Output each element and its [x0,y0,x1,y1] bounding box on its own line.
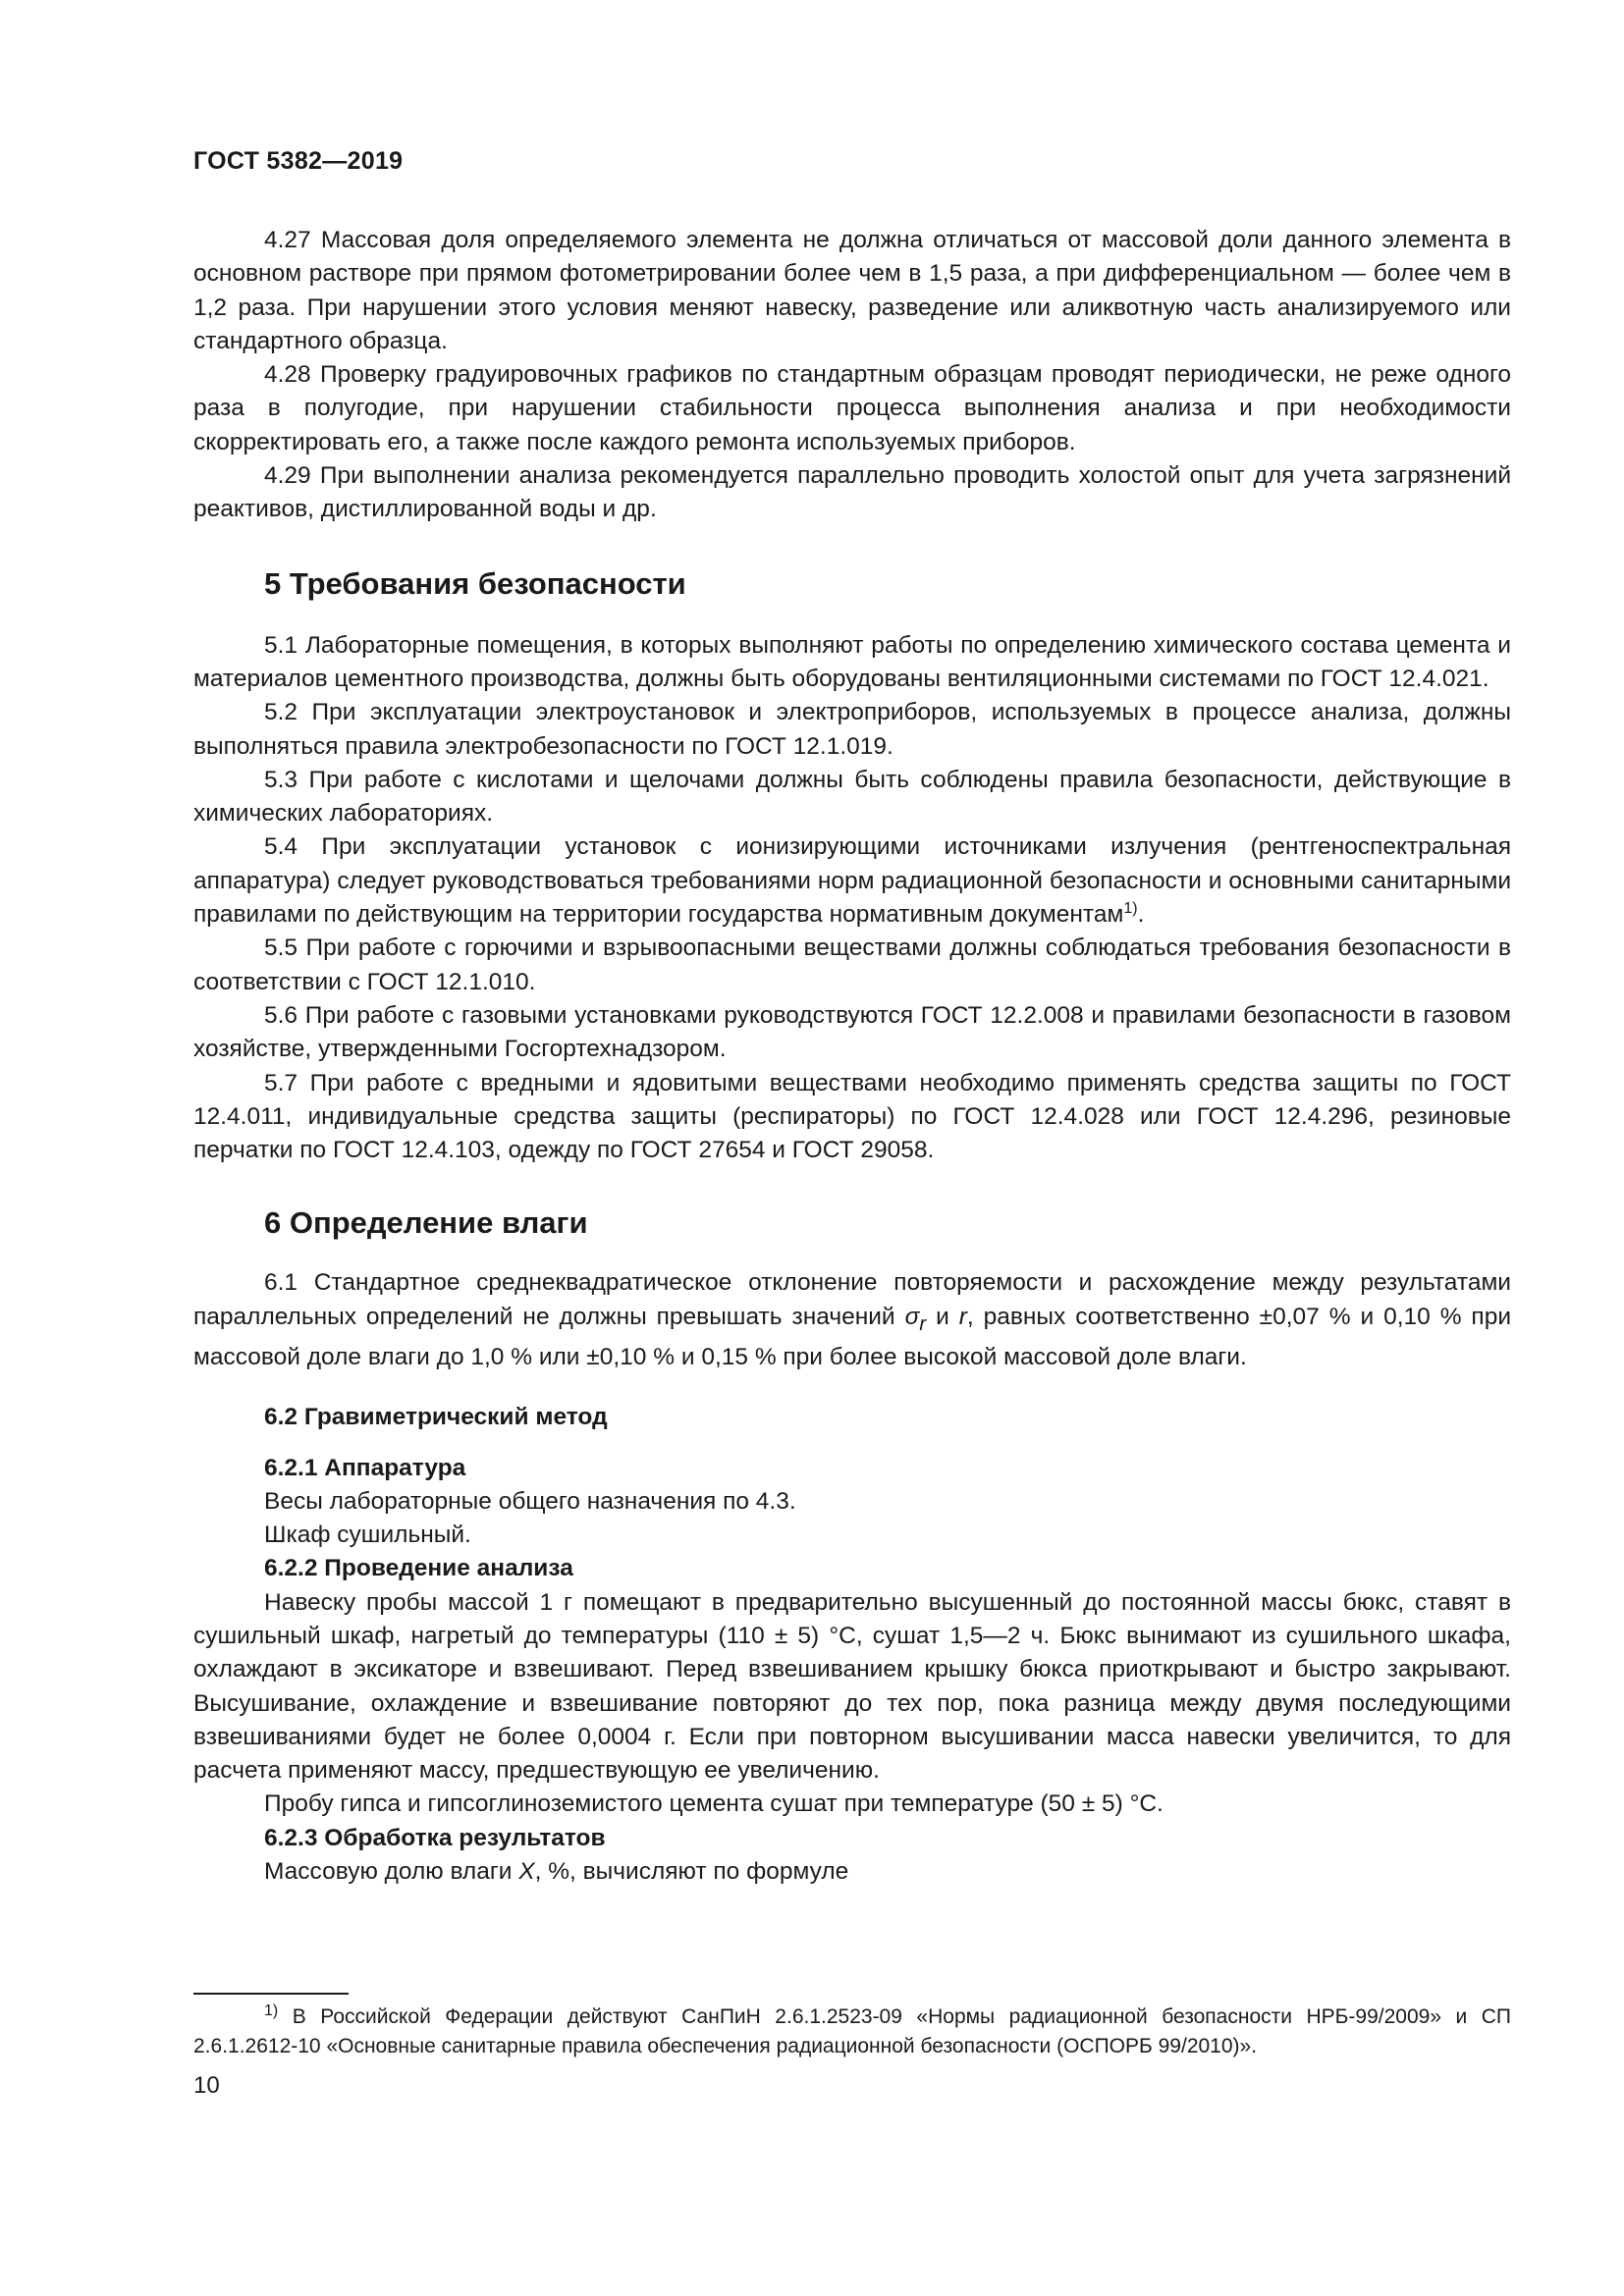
paragraph-5-4 [193,830,1511,932]
paragraph-5-4-end: . [1137,901,1145,929]
paragraph-6-2-3-text-b: , %, вычисляют по формуле [534,1858,849,1886]
paragraph-5-5: 5.5 При работе с горючими и взрывоопасными веществами должны соблюдаться требования безопасности в соответствии с ГОСТ 12.1.010. [193,934,1511,995]
paragraph-6-1-text-c: , равных соответственно ±0,07 % и 0,10 % при массовой доле влаги до 1,0 % или ±0,10 % и 0,15 % при более высокой массовой доле влаги. [193,1303,1511,1370]
apparatus-oven: Шкаф сушильный. [264,1522,471,1549]
r-symbol: r [958,1303,967,1330]
paragraph-5-6: 5.6 При работе с газовыми установками руководствуются ГОСТ 12.2.008 и правилами безопасности в газовом хозяйстве, утвержденными Госгортехнадзором. [193,1001,1511,1063]
document-body [193,224,1511,1889]
subsection-6-2-2-heading: 6.2.2 Проведение анализа [264,1555,573,1582]
footnote-text: В Российской Федерации действуют СанПиН 2.6.1.2523-09 «Нормы радиационной безопасности НРБ-99/2009» и СП 2.6.1.2612-10 «Основные санитарные правила обеспечения радиационной безопасности (ОСПОРБ 99/2010)». [193,2005,1511,2057]
document-code-header: ГОСТ 5382—2019 [193,147,404,175]
paragraph-5-4-text: 5.4 При эксплуатации установок с ионизирующими источниками излучения (рентгеноспектральная аппаратура) следует руководствоваться требованиями норм радиационной безопасности и основными санитарными правилами по действующим на территории государства нормативным документам [193,833,1511,929]
apparatus-scales: Весы лабораторные общего назначения по 4.3. [264,1487,796,1515]
paragraph-6-1-text-b: и [926,1303,959,1330]
section-6-heading: 6 Определение влаги [264,1205,588,1241]
paragraph-5-7: 5.7 При работе с вредными и ядовитыми веществами необходимо применять средства защиты по ГОСТ 12.4.011, индивидуальные средства защиты (респираторы) по ГОСТ 12.4.028 или ГОСТ 12.4.296, резиновые перчатки по ГОСТ 12.4.103, одежду по ГОСТ 27654 и ГОСТ 29058. [193,1069,1511,1164]
paragraph-6-2-3-text-a: Массовую долю влаги [264,1858,519,1886]
paragraph-4-29: 4.29 При выполнении анализа рекомендуется параллельно проводить холостой опыт для учета загрязнений реактивов, дистиллированной воды и др. [193,462,1511,523]
paragraph-6-1-text-a: 6.1 Стандартное среднеквадратическое отклонение повторяемости и расхождение между результатами параллельных определений не должны превышать значений [193,1269,1511,1330]
subsection-6-2-1-heading: 6.2.1 Аппаратура [264,1454,466,1481]
paragraph-5-1: 5.1 Лабораторные помещения, в которых выполняют работы по определению химического состава цемента и материалов цементного производства, должны быть оборудованы вентиляционными системами по ГОСТ 12.4.021. [193,631,1511,692]
section-5-heading: 5 Требования безопасности [264,565,686,601]
subsection-6-2-heading: 6.2 Гравиметрический метод [264,1404,608,1431]
paragraph-5-3: 5.3 При работе с кислотами и щелочами должны быть соблюдены правила безопасности, действующие в химических лабораториях. [193,766,1511,828]
subsection-6-2-3-heading: 6.2.3 Обработка результатов [264,1824,606,1851]
page-number: 10 [193,2072,220,2099]
paragraph-4-28: 4.28 Проверку градуировочных графиков по стандартным образцам проводят периодически, не реже одного раза в полугодие, при нарушении стабильности процесса выполнения анализа и при необходимости скорректировать его, а также после каждого ремонта используемых приборов. [193,361,1511,455]
footnote [193,2002,1511,2061]
paragraph-6-2-3 [193,1855,1511,1889]
paragraph-4-27: 4.27 Массовая доля определяемого элемента не должна отличаться от массовой доли данного элемента в основном растворе при прямом фотометрировании более чем в 1,5 раза, а при дифференциальном — более чем в 1,2 раза. При нарушении этого условия меняют навеску, разведение или аликвотную часть анализируемого или стандартного образца. [193,227,1511,354]
sigma-subscript: r [919,1312,927,1335]
paragraph-6-1 [193,1266,1511,1374]
paragraph-5-2: 5.2 При эксплуатации электроустановок и электроприборов, используемых в процессе анализа, должны выполняться правила электробезопасности по ГОСТ 12.1.019. [193,699,1511,760]
footnote-reference: 1) [1123,899,1138,917]
footnote-mark: 1) [264,2002,279,2019]
sigma-symbol: σ [904,1303,920,1330]
x-symbol: X [518,1858,535,1886]
footnote-divider [193,1993,349,1995]
paragraph-6-2-2: Навеску пробы массой 1 г помещают в предварительно высушенный до постоянной массы бюкс, ставят в сушильный шкаф, нагретый до температуры (110 ± 5) °С, сушат 1,5—2 ч. Бюкс вынимают из сушильного шкафа, охлаждают в эксикаторе и взвешивают. Перед взвешиванием крышку бюкса приоткрывают и быстро закрывают. Высушивание, охлаждение и взвешивание повторяют до тех пор, пока разница между двумя последующими взвешиваниями будет не более 0,0004 г. Если при повторном высушивании масса навески увеличится, то для расчета применяют массу, предшествующую ее увеличению. [193,1588,1511,1785]
paragraph-6-2-2-gypsum: Пробу гипса и гипсоглиноземистого цемента сушат при температуре (50 ± 5) °С. [264,1790,1164,1818]
